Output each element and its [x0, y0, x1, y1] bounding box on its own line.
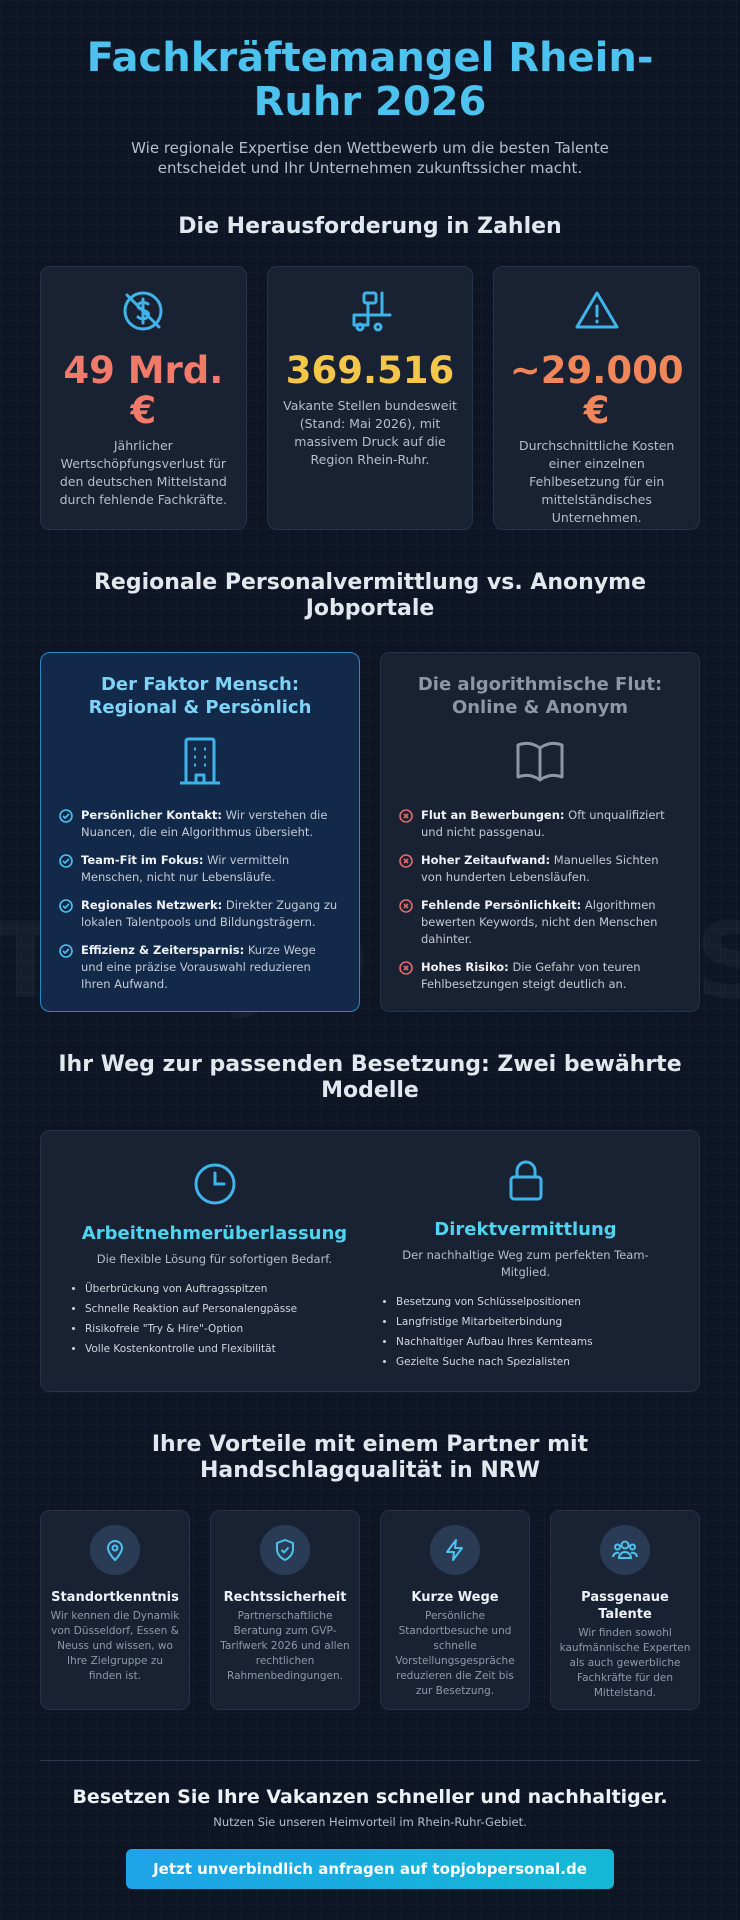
- stat-description: Jährlicher Wertschöpfungsverlust für den deutschen Mittelstand durch fehlende Fachkräfte.: [59, 438, 228, 507]
- item-label: Fehlende Persönlichkeit:: [421, 898, 582, 912]
- item-label: Effizienz & Zeitersparnis:: [81, 943, 245, 957]
- model-subtitle: Die flexible Lösung für sofortigen Bedarf.: [96, 1252, 333, 1266]
- model-direktvermittlung: [370, 1157, 681, 1391]
- item-text: Algorithmen bewerten Keywords, nicht den Menschen dahinter.: [421, 898, 658, 946]
- item-label: Team-Fit im Fokus:: [81, 853, 204, 867]
- stat-card: [40, 266, 247, 530]
- list-item: • Gezielte Suche nach Spezialisten: [396, 1355, 673, 1370]
- cta-subtitle: Nutzen Sie unseren Heimvorteil im Rhein-Ruhr-Gebiet.: [213, 1815, 527, 1829]
- list-item: [399, 852, 681, 886]
- location-pin-icon: [90, 1525, 140, 1575]
- cta-title: Besetzen Sie Ihre Vakanzen schneller und nachhaltiger.: [72, 1786, 668, 1808]
- list-item: [399, 897, 681, 948]
- check-circle-icon: [59, 809, 73, 841]
- advantage-title: Rechtssicherheit: [223, 1590, 347, 1605]
- advantages-row: [40, 1510, 700, 1710]
- advantage-text: Wir finden sowohl kaufmännische Experten als auch gewerbliche Fachkräfte für den Mittelstand.: [559, 1627, 691, 1699]
- item-label: Regionales Netzwerk:: [81, 898, 223, 912]
- item-text: Die Gefahr von teuren Fehlbesetzungen steigt deutlich an.: [421, 960, 641, 991]
- online-list: [399, 807, 681, 993]
- page-subtitle: Wie regionale Expertise den Wettbewerb um die besten Talente entscheidet und Ihr Unternehmen zukunftssicher macht.: [131, 139, 609, 177]
- item-text: Oft unqualifiziert und nicht passgenau.: [421, 808, 665, 839]
- advantage-text: Partnerschaftliche Beratung zum GVP-Tarifwerk 2026 und allen rechtlichen Rahmenbedingungen.: [220, 1610, 350, 1682]
- online-title: Die algorithmische Flut: Online & Anonym: [417, 674, 663, 718]
- check-circle-icon: [59, 944, 73, 993]
- comparison-row: [40, 652, 700, 1012]
- lightning-icon: [430, 1525, 480, 1575]
- lock-icon: [378, 1157, 673, 1205]
- model-list: [378, 1295, 673, 1370]
- page-title: Fachkräftemangel Rhein-Ruhr 2026: [86, 35, 654, 125]
- list-item: • Langfristige Mitarbeiterbindung: [396, 1315, 673, 1330]
- x-circle-icon: [399, 899, 413, 948]
- model-arbeitnehmerueberlassung: [59, 1161, 370, 1391]
- regional-title: Der Faktor Mensch: Regional & Persönlich: [88, 674, 312, 718]
- list-item: [59, 942, 341, 993]
- advantages-heading: Ihre Vorteile mit einem Partner mit Handschlagqualität in NRW: [151, 1432, 589, 1483]
- stats-row: [40, 266, 700, 530]
- advantage-card: [550, 1510, 700, 1710]
- item-label: Flut an Bewerbungen:: [421, 808, 565, 822]
- list-item: • Risikofreie "Try & Hire"-Option: [85, 1322, 362, 1337]
- list-item: • Besetzung von Schlüsselpositionen: [396, 1295, 673, 1310]
- advantage-title: Kurze Wege: [411, 1590, 499, 1605]
- comparison-heading: Regionale Personalvermittlung vs. Anonyme Jobportale: [93, 570, 647, 621]
- item-text: Manuelles Sichten von hunderten Lebensläufen.: [421, 853, 659, 884]
- advantage-title: Passgenaue Talente: [581, 1590, 669, 1622]
- item-label: Hoher Zeitaufwand:: [421, 853, 551, 867]
- item-text: Wir verstehen die Nuancen, die ein Algorithmus übersieht.: [81, 808, 328, 839]
- check-circle-icon: [59, 854, 73, 886]
- stat-card: [267, 266, 474, 530]
- warning-icon: [508, 287, 685, 335]
- stat-description: Durchschnittliche Kosten einer einzelnen Fehlbesetzung für ein mittelständisches Unternehmen.: [518, 438, 675, 525]
- advantage-text: Persönliche Standortbesuche und schnelle Vorstellungsgespräche reduzieren die Zeit bis zur Besetzung.: [395, 1610, 515, 1697]
- stat-card: [493, 266, 700, 530]
- model-list: [67, 1282, 362, 1357]
- item-label: Hohes Risiko:: [421, 960, 509, 974]
- list-item: • Überbrückung von Auftragsspitzen: [85, 1282, 362, 1297]
- advantage-card: [380, 1510, 530, 1710]
- cta-section: [40, 1761, 700, 1889]
- regional-list: [59, 807, 341, 993]
- x-circle-icon: [399, 809, 413, 841]
- team-icon: [600, 1525, 650, 1575]
- item-text: Direkter Zugang zu lokalen Talentpools und Bildungsträgern.: [81, 898, 338, 929]
- list-item: [59, 852, 341, 886]
- advantage-title: Standortkenntnis: [51, 1590, 179, 1605]
- no-money-icon: [55, 287, 232, 335]
- regional-card: [40, 652, 360, 1012]
- list-item: [399, 959, 681, 993]
- advantage-card: [40, 1510, 190, 1710]
- list-item: • Schnelle Reaktion auf Personalengpässe: [85, 1302, 362, 1317]
- list-item: [59, 897, 341, 931]
- list-item: [59, 807, 341, 841]
- check-circle-icon: [59, 899, 73, 931]
- advantage-card: [210, 1510, 360, 1710]
- item-text: Wir vermitteln Menschen, nicht nur Lebensläufe.: [81, 853, 290, 884]
- online-card: [380, 652, 700, 1012]
- shield-check-icon: [260, 1525, 310, 1575]
- list-item: • Nachhaltiger Aufbau Ihres Kernteams: [396, 1335, 673, 1350]
- x-circle-icon: [399, 854, 413, 886]
- models-card: [40, 1130, 700, 1392]
- model-subtitle: Der nachhaltige Weg zum perfekten Team-Mitglied.: [402, 1248, 649, 1279]
- stat-description: Vakante Stellen bundesweit (Stand: Mai 2026), mit massivem Druck auf die Region Rhein-Ruhr.: [283, 398, 457, 467]
- item-label: Persönlicher Kontakt:: [81, 808, 222, 822]
- stats-heading: Die Herausforderung in Zahlen: [178, 214, 562, 239]
- models-heading: Ihr Weg zur passenden Besetzung: Zwei bewährte Modelle: [58, 1052, 682, 1103]
- item-text: Kurze Wege und eine präzise Vorauswahl reduzieren Ihren Aufwand.: [81, 943, 316, 991]
- book-icon: [399, 735, 681, 787]
- clock-icon: [67, 1161, 362, 1209]
- model-title: Arbeitnehmerüberlassung: [81, 1223, 348, 1244]
- cta-button[interactable]: Jetzt unverbindlich anfragen auf topjobpersonal.de: [126, 1849, 614, 1889]
- building-icon: [59, 735, 341, 787]
- hero: [40, 0, 700, 178]
- stat-value: 49 Mrd. €: [63, 349, 224, 432]
- model-title: Direktvermittlung: [434, 1219, 617, 1240]
- forklift-icon: [282, 287, 459, 335]
- advantage-text: Wir kennen die Dynamik von Düsseldorf, Essen & Neuss und wissen, wo Ihre Zielgruppe zu finden ist.: [50, 1610, 180, 1682]
- x-circle-icon: [399, 961, 413, 993]
- list-item: [399, 807, 681, 841]
- list-item: • Volle Kostenkontrolle und Flexibilität: [85, 1342, 362, 1357]
- stat-value: ~29.000 €: [509, 349, 684, 432]
- stat-value: 369.516: [285, 349, 455, 392]
